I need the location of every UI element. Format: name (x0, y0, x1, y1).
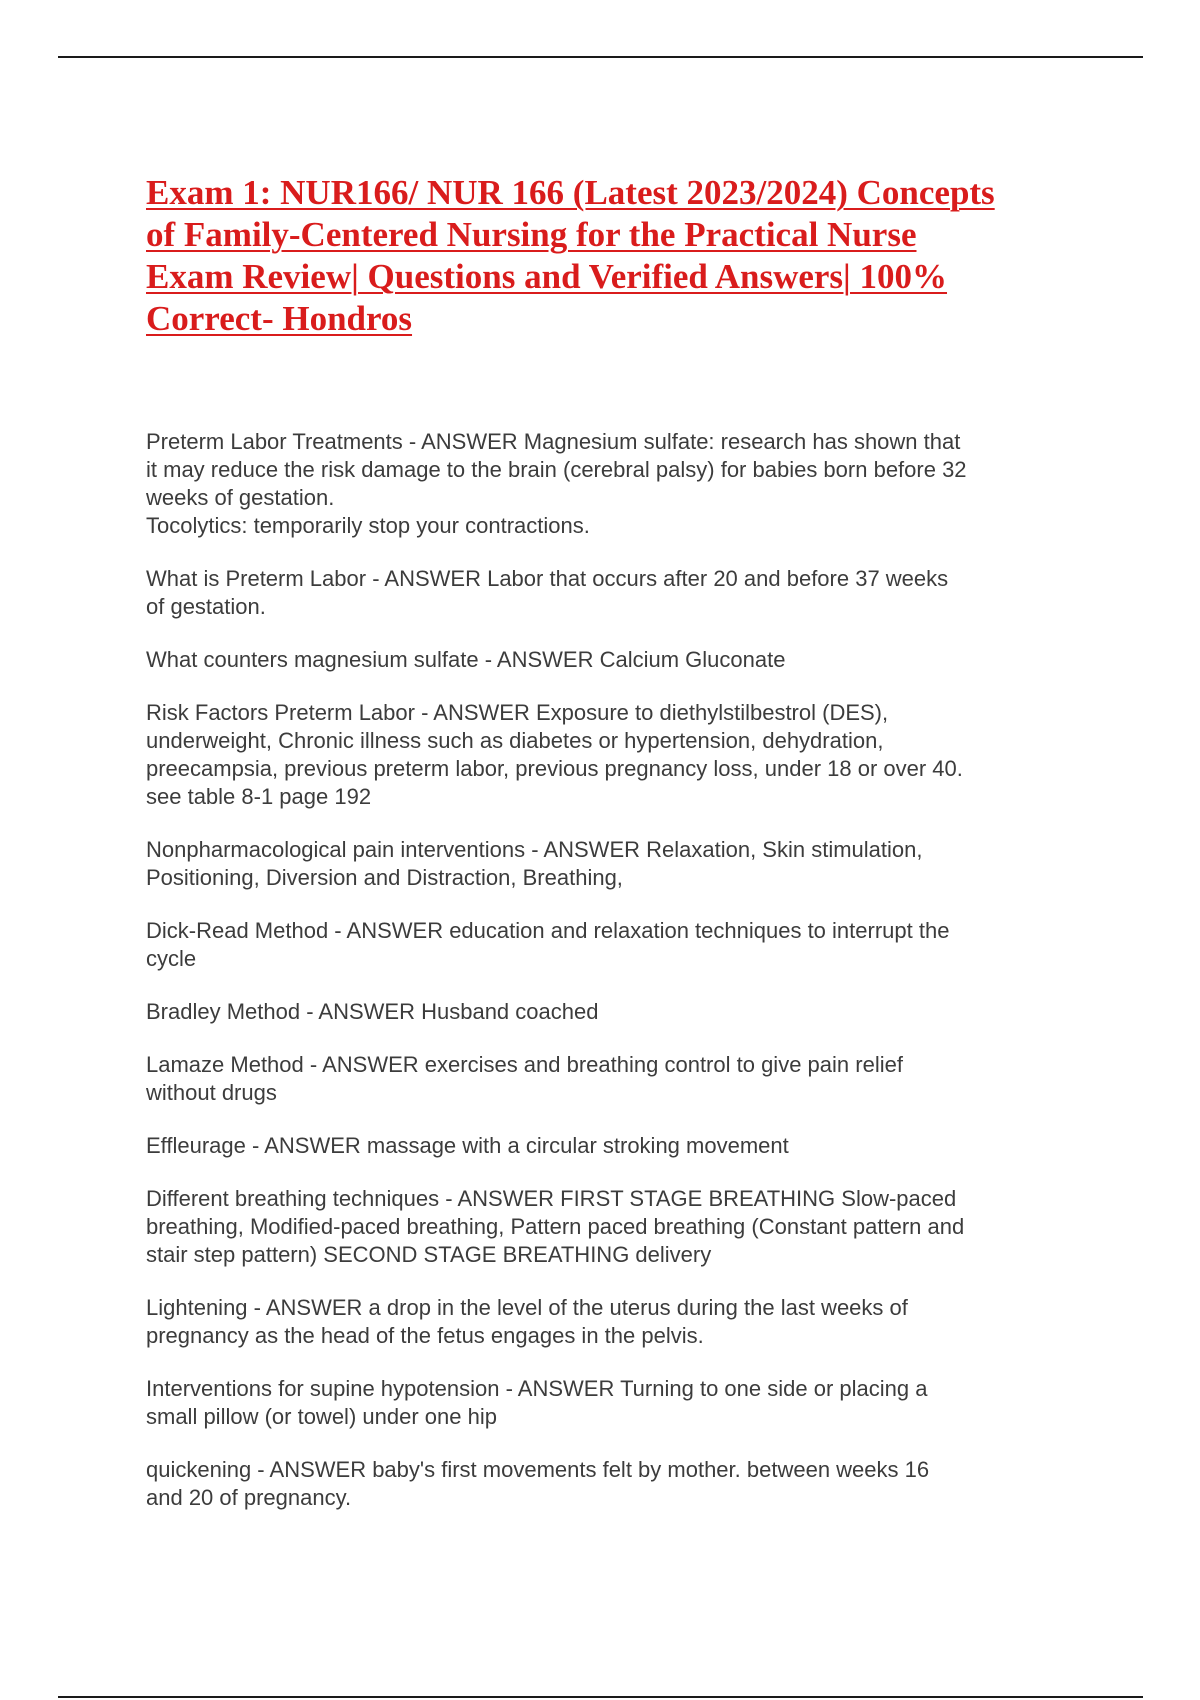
qa-line: cycle (146, 946, 197, 971)
qa-line: breathing, Modified-paced breathing, Pattern paced breathing (Constant pattern and (146, 1214, 965, 1239)
title-line: Exam Review| Questions and Verified Answers| 100% (146, 257, 948, 296)
qa-line: Preterm Labor Treatments - ANSWER Magnesium sulfate: research has shown that (146, 429, 961, 454)
title-line: Exam 1: NUR166/ NUR 166 (Latest 2023/2024) Concepts (146, 173, 995, 212)
qa-item-supine-hypotension (146, 1375, 1056, 1431)
title-line: of Family-Centered Nursing for the Practical Nurse (146, 215, 917, 254)
qa-line: stair step pattern) SECOND STAGE BREATHING delivery (146, 1242, 712, 1267)
qa-line: and 20 of pregnancy. (146, 1485, 352, 1510)
qa-line: Positioning, Diversion and Distraction, Breathing, (146, 865, 623, 890)
qa-line: Effleurage - ANSWER massage with a circular stroking movement (146, 1133, 789, 1158)
qa-item-breathing-techniques (146, 1185, 1056, 1269)
qa-line: Lightening - ANSWER a drop in the level of the uterus during the last weeks of (146, 1295, 908, 1320)
qa-item-what-is-preterm-labor (146, 565, 1056, 621)
qa-line: underweight, Chronic illness such as diabetes or hypertension, dehydration, (146, 728, 884, 753)
qa-line: Nonpharmacological pain interventions - ANSWER Relaxation, Skin stimulation, (146, 837, 923, 862)
qa-list (146, 428, 1056, 1537)
qa-line: What is Preterm Labor - ANSWER Labor that occurs after 20 and before 37 weeks (146, 566, 949, 591)
qa-line: of gestation. (146, 594, 266, 619)
qa-item-quickening (146, 1456, 1056, 1512)
qa-line: Lamaze Method - ANSWER exercises and breathing control to give pain relief (146, 1052, 903, 1077)
qa-item-lamaze-method (146, 1051, 1056, 1107)
qa-line: Bradley Method - ANSWER Husband coached (146, 999, 599, 1024)
qa-line: pregnancy as the head of the fetus engages in the pelvis. (146, 1323, 704, 1348)
document-title (146, 172, 1076, 340)
qa-line: it may reduce the risk damage to the brain (cerebral palsy) for babies born before 32 (146, 457, 967, 482)
bottom-rule (58, 1696, 1143, 1698)
qa-item-nonpharmacological-pain (146, 836, 1056, 892)
qa-item-lightening (146, 1294, 1056, 1350)
qa-line: see table 8-1 page 192 (146, 784, 372, 809)
title-line: Correct- Hondros (146, 299, 413, 338)
qa-line: preecampsia, previous preterm labor, previous pregnancy loss, under 18 or over 40. (146, 756, 963, 781)
qa-item-dick-read-method (146, 917, 1056, 973)
qa-line: Different breathing techniques - ANSWER FIRST STAGE BREATHING Slow-paced (146, 1186, 957, 1211)
qa-line: Risk Factors Preterm Labor - ANSWER Exposure to diethylstilbestrol (DES), (146, 700, 889, 725)
qa-line: Tocolytics: temporarily stop your contractions. (146, 513, 590, 538)
qa-line: without drugs (146, 1080, 277, 1105)
qa-line: Dick-Read Method - ANSWER education and relaxation techniques to interrupt the (146, 918, 950, 943)
qa-item-magnesium-sulfate-counter (146, 646, 1056, 674)
qa-line: small pillow (or towel) under one hip (146, 1404, 497, 1429)
top-rule (58, 56, 1143, 58)
qa-line: weeks of gestation. (146, 485, 335, 510)
qa-item-risk-factors (146, 699, 1056, 811)
qa-item-effleurage (146, 1132, 1056, 1160)
qa-item-preterm-labor-treatments (146, 428, 1056, 540)
qa-line: quickening - ANSWER baby's first movements felt by mother. between weeks 16 (146, 1457, 930, 1482)
qa-line: Interventions for supine hypotension - ANSWER Turning to one side or placing a (146, 1376, 928, 1401)
qa-item-bradley-method (146, 998, 1056, 1026)
qa-line: What counters magnesium sulfate - ANSWER Calcium Gluconate (146, 647, 786, 672)
